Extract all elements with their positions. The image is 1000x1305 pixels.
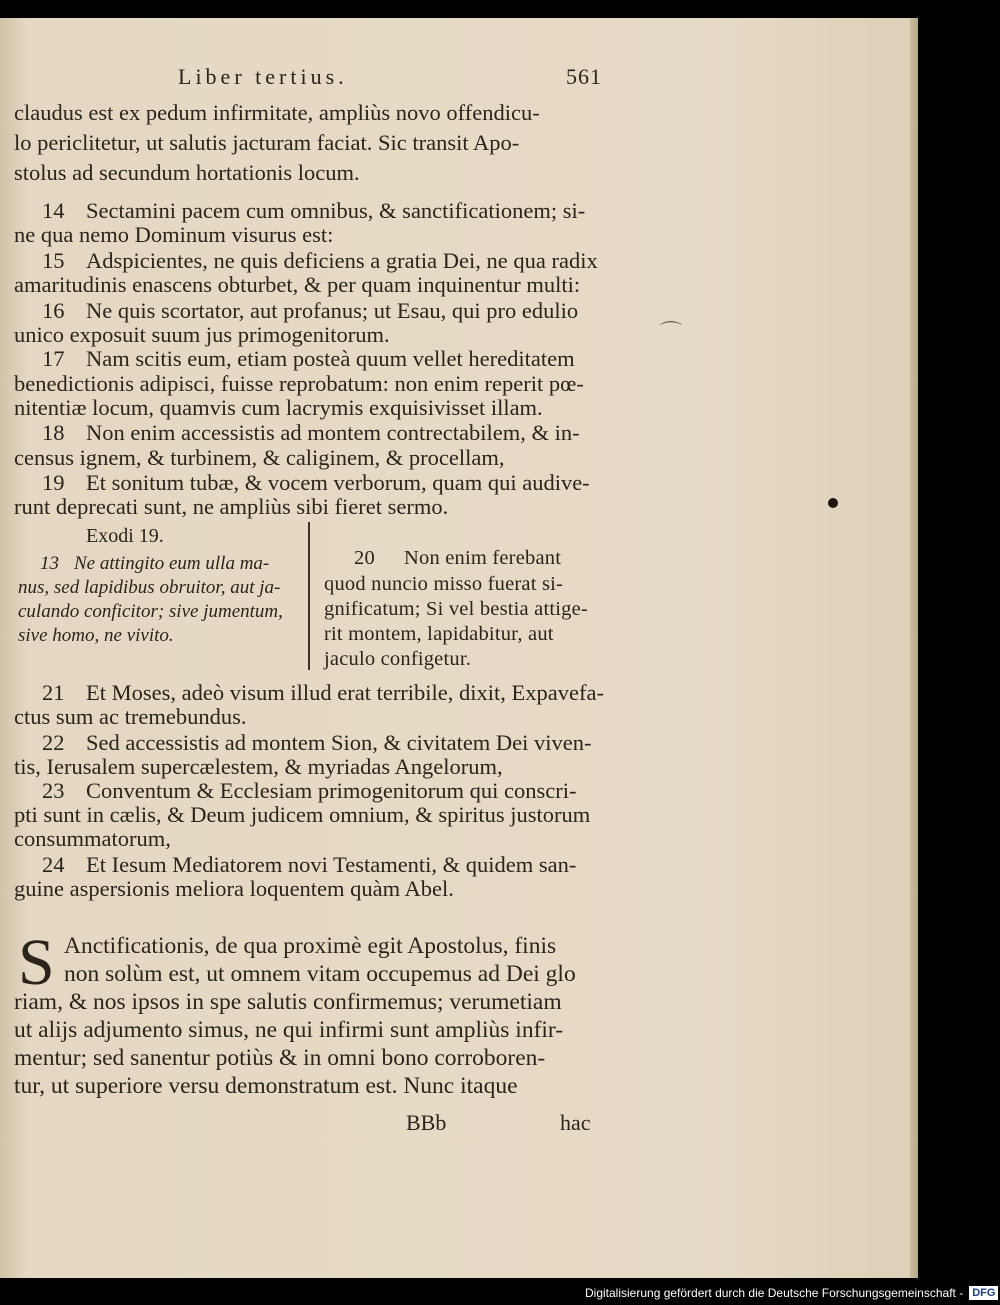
pencil-mark: ⌒: [660, 320, 683, 345]
text-line: nitentiæ locum, quamvis cum lacrymis exquisivisset illam.: [14, 395, 543, 420]
verse-16: 16 Ne quis scortator, aut profanus; ut Esau, qui pro edulio: [42, 298, 579, 323]
left-column-line: sive homo, ne vivito.: [18, 625, 174, 646]
text-line: tis, Ierusalem supercælestem, & myriadas Angelorum,: [14, 754, 503, 779]
left-column-line: culando conficitor; sive jumentum,: [18, 601, 283, 622]
footer-text: Digitalisierung gefördert durch die Deutsche Forschungsgemeinschaft -: [585, 1286, 964, 1300]
text-line: tur, ut superiore versu demonstratum est. Nunc itaque: [14, 1073, 518, 1099]
text-line: guine aspersionis meliora loquentem quàm Abel.: [14, 876, 454, 901]
text-line: ut alijs adjumento simus, ne qui infirmi sunt ampliùs infir-: [14, 1017, 564, 1043]
right-column-line: jaculo configetur.: [324, 648, 472, 670]
text-line: riam, & nos ipsos in spe salutis confirmemus; verumetiam: [14, 989, 562, 1015]
right-column-line: 20 Non enim ferebant: [354, 547, 562, 569]
exodus-reference: Exodi 19.: [86, 525, 164, 547]
right-column-line: gnificatum; Si vel bestia attige-: [324, 598, 588, 620]
verse-19: 19 Et sonitum tubæ, & vocem verborum, quam qui audive-: [42, 470, 590, 495]
text-line: pti sunt in cælis, & Deum judicem omnium, & spiritus justorum: [14, 802, 591, 827]
verse-number: 14: [42, 198, 65, 223]
verse-number: 15: [42, 248, 65, 273]
signature-mark: BBb: [406, 1110, 447, 1135]
verse-18: 18 Non enim accessistis ad montem contrectabilem, & in-: [42, 420, 580, 445]
verse-23: 23 Conventum & Ecclesiam primogenitorum qui conscri-: [42, 778, 577, 803]
right-column-line: rit montem, lapidabitur, aut: [324, 623, 554, 645]
verse-14: 14 Sectamini pacem cum omnibus, & sanctificationem; si-: [42, 198, 586, 223]
verse-number: 13: [40, 553, 59, 574]
verse-number: 18: [42, 420, 65, 445]
verse-15: 15 Adspicientes, ne quis deficiens a gratia Dei, ne qua radix: [42, 248, 598, 273]
dfg-logo: DFG: [969, 1286, 998, 1300]
digitization-footer: [585, 1283, 998, 1303]
verse-number: 16: [42, 298, 65, 323]
text-line: benedictionis adipisci, fuisse reprobatum: non enim reperit pœ-: [14, 371, 584, 396]
text-line: Anctificationis, de qua proximè egit Apostolus, finis: [64, 933, 557, 959]
text-line: amaritudinis enascens obturbet, & per quam inquinentur multi:: [14, 272, 581, 297]
verse-number: 17: [42, 346, 65, 371]
page-edge: [910, 18, 918, 1278]
verse-number: 24: [42, 852, 65, 877]
text-line: stolus ad secundum hortationis locum.: [14, 160, 360, 185]
verse-22: 22 Sed accessistis ad montem Sion, & civitatem Dei viven-: [42, 730, 592, 755]
text-line: lo periclitetur, ut salutis jacturam faciat. Sic transit Apo-: [14, 130, 520, 155]
catchword: hac: [560, 1110, 591, 1135]
verse-21: 21 Et Moses, adeò visum illud erat terribile, dixit, Expavefa-: [42, 680, 604, 705]
right-column-line: quod nuncio misso fuerat si-: [324, 573, 564, 595]
page-number: 561: [566, 64, 602, 89]
verse-number: 23: [42, 778, 65, 803]
text-line: ne qua nemo Dominum visurus est:: [14, 222, 334, 247]
text-line: census ignem, & turbinem, & caliginem, & procellam,: [14, 445, 505, 470]
text-line: unico exposuit suum jus primogenitorum.: [14, 322, 390, 347]
text-line: runt deprecati sunt, ne ampliùs sibi fieret sermo.: [14, 494, 449, 519]
verse-number: 21: [42, 680, 65, 705]
text-line: mentur; sed sanentur potiùs & in omni bono corroboren-: [14, 1045, 546, 1071]
text-line: claudus est ex pedum infirmitate, ampliùs novo offendicu-: [14, 100, 540, 125]
column-divider: [308, 522, 310, 670]
text-line: consummatorum,: [14, 826, 171, 851]
running-head: Liber tertius.: [178, 64, 348, 89]
verse-17: 17 Nam scitis eum, etiam posteà quum vellet hereditatem: [42, 346, 575, 371]
verse-number: 22: [42, 730, 65, 755]
text-line: ctus sum ac tremebundus.: [14, 704, 247, 729]
verse-number: 19: [42, 470, 65, 495]
drop-cap: S: [18, 926, 55, 999]
verse-number: 20: [354, 547, 375, 569]
left-column-line: 13 Ne attingito eum ulla ma-: [40, 553, 270, 574]
ink-spot: [828, 498, 838, 508]
verse-24: 24 Et Iesum Mediatorem novi Testamenti, & quidem san-: [42, 852, 577, 877]
left-column-line: nus, sed lapidibus obruitor, aut ja-: [18, 577, 281, 598]
text-line: non solùm est, ut omnem vitam occupemus ad Dei glo: [64, 961, 576, 987]
